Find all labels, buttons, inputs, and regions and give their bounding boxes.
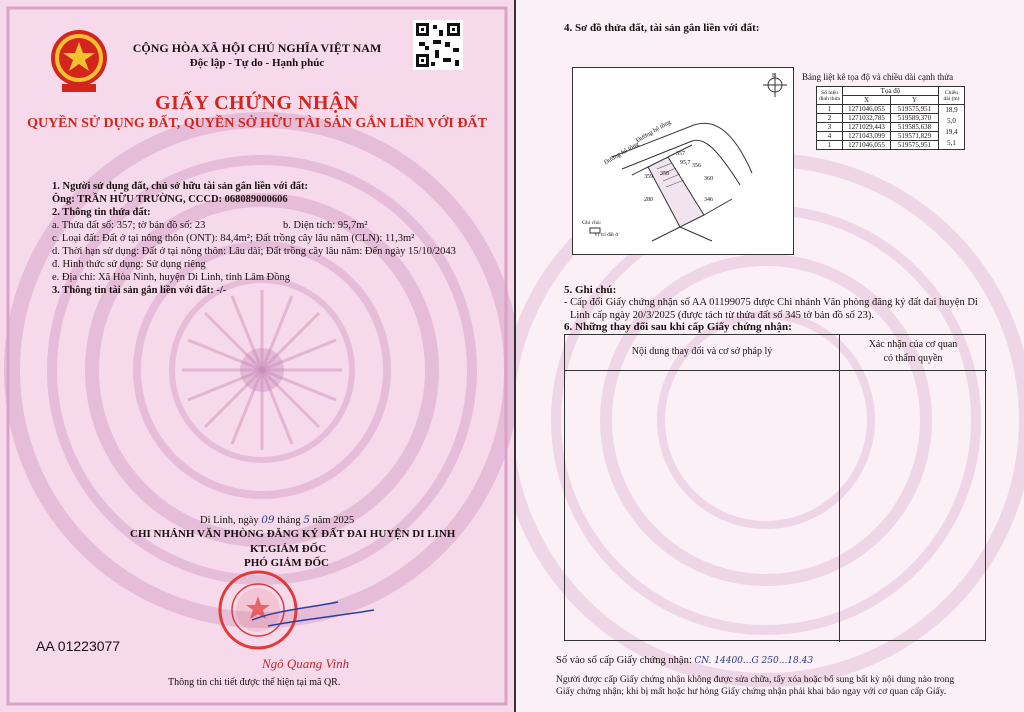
parcel-359-label: 359 [644, 174, 653, 180]
land-term: d. Thời hạn sử dụng: Đất ở tại nông thôn: Lâu dài; Đất trồng cây lâu năm: Đến ngày 15/10/2043 [52, 246, 456, 257]
qr-code [413, 20, 463, 70]
qr-note: Thông tin chi tiết được thể hiện tại mã QR. [168, 677, 341, 688]
footer-warning-2: Giấy chứng nhận; khi bị mất hoặc hư hỏng Giấy chứng nhận phải khai báo ngay với cơ quan cấp Giấy. [556, 687, 947, 697]
col-y-header: Y [891, 96, 939, 105]
register-number: Số vào sổ cấp Giấy chứng nhận: CN. 14400...G 250...18.43 [556, 655, 814, 666]
parcel-280-label: 280 [644, 197, 653, 203]
land-type: c. Loại đất: Đất ở tại nông thôn (ONT): 84,4m²; Đất trồng cây lâu năm (CLN): 11,3m² [52, 233, 415, 244]
note-line-1: - Cấp đổi Giấy chứng nhận số AA 01199075 được Chi nhánh Văn phòng đăng ký đất đai huyện Di [564, 297, 978, 308]
parcel-346-label: 346 [704, 197, 713, 203]
coords-table [816, 86, 965, 150]
table-row: 1 1271046,055 519575,951 18,9 5,0 19,4 5,1 [817, 105, 965, 114]
table-row: 4 1271043,099 519571,829 [817, 132, 965, 141]
section-4-heading: 4. Sơ đồ thửa đất, tài sản gắn liền với đất: [564, 22, 760, 34]
section-6-heading: 6. Những thay đổi sau khi cấp Giấy chứng nhận: [564, 321, 792, 333]
changes-table [564, 334, 986, 641]
national-motto: CỘNG HÒA XÃ HỘI CHỦ NGHĨA VIỆT NAM [132, 41, 382, 55]
parcel-358-label: 358 [660, 171, 669, 177]
parcel-address: e. Địa chỉ: Xã Hòa Ninh, huyện Di Linh, tỉnh Lâm Đồng [52, 272, 290, 283]
col-vertex-header: Số hiệu đỉnh thửa [817, 87, 843, 105]
north-arrow-label: B [772, 73, 777, 79]
parcel-356-label: 356 [692, 163, 701, 169]
signer-name: Ngô Quang Vinh [262, 656, 350, 671]
table-row: 3 1271029,443 519585,638 [817, 123, 965, 132]
issuing-agency: CHI NHÁNH VĂN PHÒNG ĐĂNG KÝ ĐẤT ĐAI HUYỆN DI LINH [130, 528, 456, 540]
sign-title: PHÓ GIÁM ĐỐC [244, 557, 329, 569]
certificate-serial: AA 01223077 [36, 638, 121, 654]
col-coords-header: Tọa độ [843, 87, 939, 96]
road-label-right: Đường bê tông [634, 118, 673, 145]
parcel-area-label: 95,7 [680, 160, 691, 166]
footer-warning-1: Người được cấp Giấy chứng nhận không được sửa chữa, tẩy xóa hoặc bổ sung bất kỳ nội dung nào trong [556, 675, 955, 685]
note-line-2: Linh cấp ngày 20/3/2025 (được tách từ thửa đất số 345 tờ bản đồ số 23). [570, 310, 875, 321]
section-2-heading: 2. Thông tin thửa đất: [52, 207, 151, 218]
col-length-header: Chiều dài (m) [939, 87, 965, 105]
road-label-left: Đường bê tông [602, 140, 641, 167]
national-slogan: Độc lập - Tự do - Hạnh phúc [189, 57, 325, 69]
col-x-header: X [843, 96, 891, 105]
certificate-back-page [514, 0, 1024, 712]
section-3-heading: 3. Thông tin tài sản gắn liền với đất: -/- [52, 285, 227, 296]
signature-strokes [248, 590, 378, 630]
map-legend-title: Ghi chú: [582, 220, 602, 226]
changes-col-confirm-2: có thẩm quyền [883, 353, 943, 364]
certificate-title: GIẤY CHỨNG NHẬN [155, 92, 359, 114]
table-row: 2 1271032,785 519589,370 [817, 114, 965, 123]
changes-col-content: Nội dung thay đổi và cơ sở pháp lý [631, 346, 773, 357]
issue-date: Di Linh, ngày 09 tháng 5 năm 2025 [200, 514, 355, 526]
changes-col-confirm-1: Xác nhận của cơ quan [868, 339, 958, 350]
sign-for: KT.GIÁM ĐỐC [250, 543, 327, 555]
coords-table-title: Bảng liệt kê tọa độ và chiều dài cạnh thửa [802, 72, 954, 82]
section-5-heading: 5. Ghi chú: [564, 284, 617, 296]
parcel-357-label: 357 [676, 151, 685, 157]
certificate-subtitle: QUYỀN SỬ DỤNG ĐẤT, QUYỀN SỞ HỮU TÀI SẢN GẮN LIỀN VỚI ĐẤT [27, 116, 487, 131]
map-legend-item: Vị trí đất ở [594, 232, 619, 238]
usage-form: đ. Hình thức sử dụng: Sử dụng riêng [52, 259, 206, 270]
table-row: 1 1271046,055 519575,951 [817, 141, 965, 150]
parcel-area: b. Diện tích: 95,7m² [283, 220, 368, 231]
parcel-number: a. Thửa đất số: 357; tờ bản đồ số: 23 [52, 220, 206, 231]
owner-info: Ông: TRẦN HỮU TRƯỜNG, CCCD: 068089000606 [52, 194, 288, 205]
parcel-360-label: 360 [704, 176, 713, 182]
section-1-heading: 1. Người sử dụng đất, chủ sở hữu tài sản gắn liền với đất: [52, 181, 309, 192]
